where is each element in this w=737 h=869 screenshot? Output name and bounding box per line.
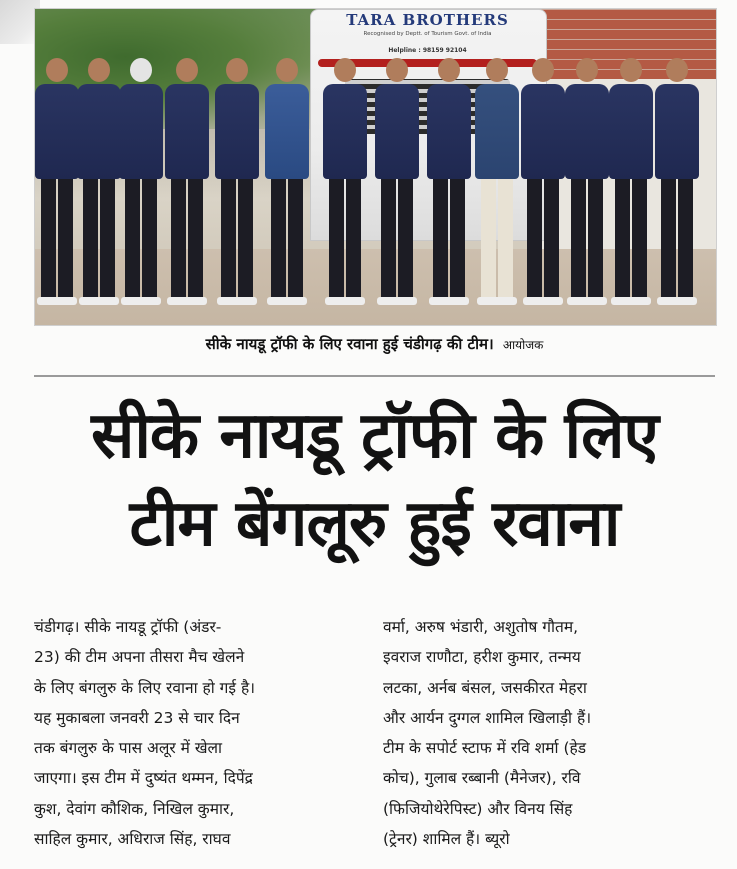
team-member [35, 58, 79, 305]
team-member [77, 58, 121, 305]
headline [34, 392, 715, 568]
article-column-right [383, 612, 718, 854]
article-line: कुश, देवांग कौशिक, निखिल कुमार, [34, 799, 235, 818]
article-line: 23) की टीम अपना तीसरा मैच खेलने [34, 648, 245, 667]
team-member [323, 58, 367, 305]
article-line: जाएगा। इस टीम में दुष्यंत थम्मन, दिपेंद्र [34, 769, 253, 788]
team-member [521, 58, 565, 305]
bus-helpline-text: Helpline : 98159 92104 [388, 47, 467, 54]
team-member [119, 58, 163, 305]
article-line: चंडीगढ़। सीके नायडू ट्रॉफी (अंडर- [34, 618, 222, 636]
article-line: साहिल कुमार, अधिराज सिंह, राघव [34, 830, 231, 849]
article-line: लटका, अर्नब बंसल, जसकीरत मेहरा [383, 678, 587, 697]
article-column-left [34, 612, 369, 854]
bus-subtitle-text: Recognised by Deptt. of Tourism Govt. of India [363, 31, 492, 37]
article-line: यह मुकाबला जनवरी 23 से चार दिन [34, 708, 240, 727]
article-line: और आर्यन दुग्गल शामिल खिलाड़ी हैं। [383, 708, 592, 727]
article-line: कोच), गुलाब रब्बानी (मैनेजर), रवि [383, 769, 581, 788]
team-member [165, 58, 209, 305]
article-line: (ट्रेनर) शामिल हैं। ब्यूरो [383, 830, 510, 849]
article-line: टीम के सपोर्ट स्टाफ में रवि शर्मा (हेड [383, 739, 587, 758]
divider [34, 375, 715, 377]
team-photo [34, 8, 717, 326]
headline-line-2: टीम बेंगलूरु हुई रवाना [129, 487, 620, 561]
team-member [427, 58, 471, 305]
team-member [475, 58, 519, 305]
team-member [375, 58, 419, 305]
photo-caption [34, 334, 715, 354]
article-line: वर्मा, अरुष भंडारी, अशुतोष गौतम, [383, 618, 579, 636]
caption-credit: आयोजक [502, 338, 544, 352]
article-line: तक बंगलुरु के पास अलूर में खेला [34, 739, 223, 758]
team-member [565, 58, 609, 305]
team-member [265, 58, 309, 305]
team-member [215, 58, 259, 305]
caption-text: सीके नायडू ट्रॉफी के लिए रवाना हुई चंडीगढ़ की टीम। [205, 335, 494, 353]
team-member [655, 58, 699, 305]
article-line: (फिजियोथेरेपिस्ट) और विनय सिंह [383, 799, 573, 818]
article-line: के लिए बंगलुरु के लिए रवाना हो गई है। [34, 678, 256, 697]
bus-brand-text: TARA BROTHERS [346, 11, 509, 29]
team-member [609, 58, 653, 305]
article-line: इवराज राणौटा, हरीश कुमार, तन्मय [383, 648, 581, 667]
headline-line-1: सीके नायडू ट्रॉफी के लिए [91, 399, 658, 473]
